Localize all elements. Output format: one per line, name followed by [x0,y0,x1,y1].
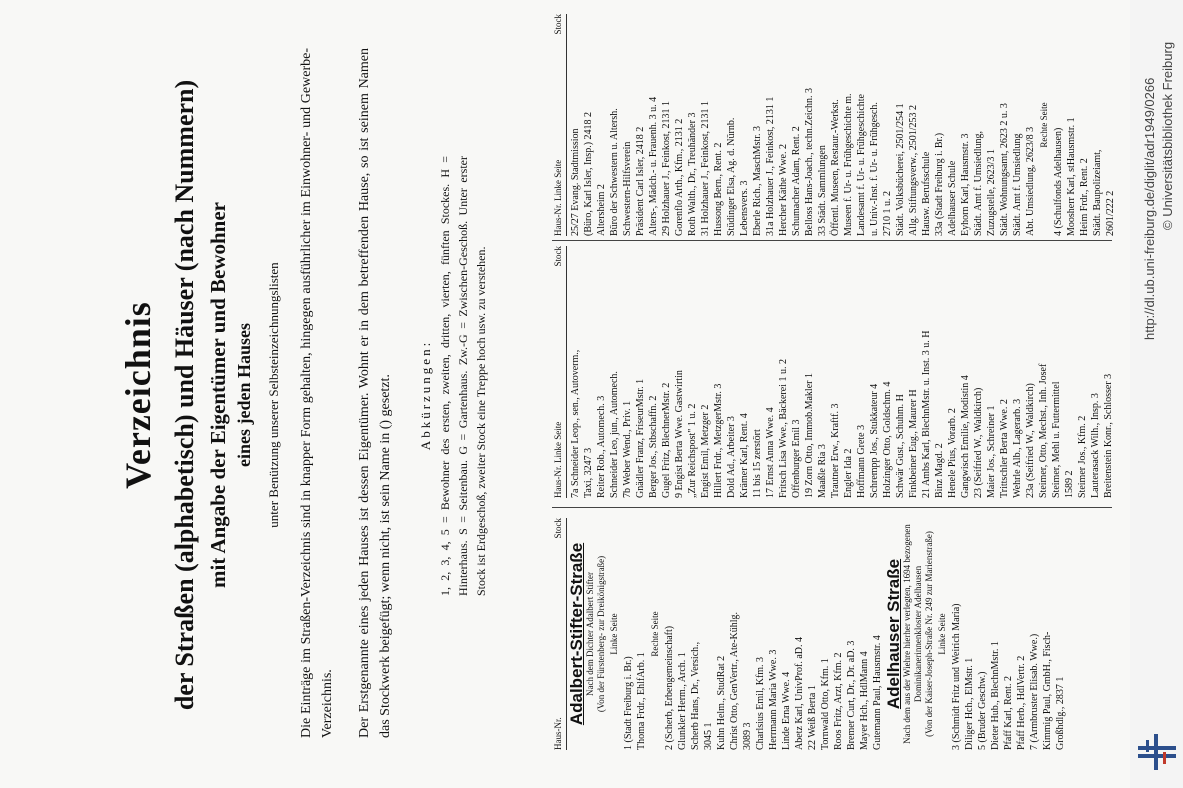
column-header [552,246,567,498]
street-note: (Von der Fürstenberg- zur Dreikönigstraße) [596,555,606,713]
address-entry: Schumacher Adam, Rent. 2 [791,126,802,236]
column-header-right: Stock [553,246,563,267]
address-entry: 2710 1 u. 2 [882,191,893,236]
address-entry: Mayer Hch., HdlMann 4 [859,651,870,750]
address-entry: 7 (Armbruster Elisab. Wwe.) [1029,633,1040,750]
address-entry: Glunkler Herm., Arch. 1 [677,652,688,750]
address-entry: Städt. Amt f. Umsiedlung, [973,131,984,236]
address-entry: Städt. Amt f. Umsiedlung [1012,133,1023,236]
address-entry: Belloss Hans-Joach., techn.Zeichn. 3 [804,87,815,236]
address-entry: Abt. Umsiedlung, 2623/8 3 [1025,126,1036,236]
address-entry: Eberle Rich., MaschMstr. 3 [752,126,763,236]
address-entry: 29 Holzhauer J., Feinkost, 2131 1 [661,101,672,236]
address-entry: 2601/222 2 [1105,190,1116,236]
street-note: (Von der Kaiser-Joseph-Straße Nr. 249 zur Marienstraße) [924,531,934,737]
address-entry: Museen f. Ur- u. Frühgeschichte m. [843,93,854,236]
address-entry: Trautner Erw., Kraftf. 3 [830,403,841,498]
address-entry: Breitenstein Konr., Schlosser 3 [1103,373,1114,498]
address-entry: Abetz Karl, UnivProf. aD. 4 [794,636,805,750]
address-entry: Engler Ida 2 [843,448,854,498]
address-entry: Dold Ad., Arbeiter 3 [726,416,737,498]
address-entry: Altersheim 2 [596,184,607,236]
address-entry: Hausw. Berufsschule [921,151,932,236]
address-entry: 23a (Seifried W., Waldkirch) [1025,383,1036,498]
address-entry: Städt. Baupolizeiamt, [1092,149,1103,236]
column-header-left: Haus-Nr. Linke Seite [553,159,563,236]
address-entry: 21 Ambs Karl, BlechnMstr. u. Inst. 3 u. H [921,330,932,498]
address-entry: Landesamt f. Ur- u. Frühgeschichte [856,94,867,236]
address-entry: Adelhauser Schule [947,160,958,236]
copyright-notice: © Universitätsbibliothek Freiburg [1160,41,1175,230]
side-label: Rechte Seite [650,611,660,657]
street-heading: Adelhauser Straße [884,558,903,710]
address-entry: Schwär Gust., Schuhm. H [895,394,906,498]
address-entry: Pfaff Herb., HdlVertr. 2 [1016,655,1027,750]
address-entry: Hercher Käthe Wwe. 2 [778,144,789,236]
address-entry: Stüdinger Elsa, Ag. d. Nürnb. [726,117,737,236]
column-header-right: Stock [553,14,563,35]
address-entry: Städt. Wohnungsamt, 2623 2 u. 3 [999,103,1010,236]
address-entry: Fritsch Lisa Wwe., Bäckerei 1 u. 2 [778,359,789,498]
address-entry: Steimer, Otto, Mechst., Inh. Josef [1038,363,1049,498]
intro-paragraph-1: Die Einträge im Straßen-Verzeichnis sind in knapper Form gehalten, hingegen ausführlicher im Einwohner- und Gewerbe-Verzeichnis. [299,48,335,738]
library-logo-icon [1136,732,1178,772]
address-entry: Zuzugstelle, 2623/3 1 [986,149,997,236]
address-entry: Offenburger Emil 3 [791,419,802,498]
address-entry: u. Univ.-Inst. f. Ur- u. Frühgesch. [869,102,880,236]
address-entry: Kuhn Helm., StudRat 2 [716,655,727,750]
address-entry: Gangwisch Emilie, Modistin 4 [960,375,971,498]
address-entry: Henele Pius, Vorarb. 2 [947,408,958,498]
address-entry: Maaßle Ria 3 [817,444,828,498]
address-entry: Schwestern-Hilfsverein [622,141,633,236]
address-entry: Reiter Rob., Automech. 3 [596,395,607,498]
address-entry: Engist Emil, Metzger 2 [700,404,711,498]
street-heading: Adalbert-Stifter-Straße [567,542,586,726]
column-header-left: Haus-Nr. [553,717,563,750]
address-entry: 33a (Stadt Freiburg i. Br.) [934,132,945,236]
address-entry: 1589 2 [1064,470,1075,498]
page-title: Verzeichnis [118,301,158,489]
column-header-right: Stock [553,518,563,539]
column-header [552,14,567,236]
address-entry: Berger Jos., Stbschaffn. 2 [648,395,659,498]
address-entry: Tornwald Otto, Kfm. 1 [820,658,831,750]
address-entry: 33 Städt. Sammlungen [817,145,828,236]
address-entry: Hussong Bern., Rent. 2 [713,142,724,236]
address-entry: 23 (Seifried W., Waldkirch) [973,387,984,498]
address-entry: 11 bis 15 zerstört [752,429,763,498]
address-entry: Thoma Frdr., EhlfArb. 1 [636,652,647,750]
side-label: Rechte Seite [1039,102,1049,148]
address-entry: Moosherr Karl, stHausmstr. 1 [1066,117,1077,236]
address-entry: Taxi, 3247 3 [583,447,594,498]
page-subtitle-3: eines jeden Hauses [234,323,254,467]
column-2 [552,246,1115,498]
street-note: Nach dem aus der Wiehre hierher verlegten, 1694 bezogenen Dominikanerinnenkloster Adelhausen [902,524,923,744]
address-entry: (Büro, Karl Isler, Insp.) 2418 2 [583,111,594,236]
address-entry: Dieter Hub., BlechnMstr. 1 [990,641,1001,750]
side-label: Linke Seite [937,613,947,655]
address-entry: Maier Jos., Schreiner 1 [986,405,997,498]
address-entry: Steimer, Mehl u. Futtermittel [1051,381,1062,498]
address-entry: Gnädler Franz, FriseurMstr. 1 [635,378,646,498]
column-divider [552,240,1112,241]
side-label: Linke Seite [609,613,619,655]
address-entry: Präsident Carl Isler, 2418 2 [635,126,646,236]
address-entry: 3045 1 [703,722,714,750]
address-entry: Gorenflo Arth., Kfm., 2131 2 [674,118,685,236]
address-entry: Roth Walth., Dr., Treuhänder 3 [687,112,698,236]
address-entry: Schneider Leo, jun., Automech. [609,371,620,498]
address-entry: Hillert Frdr., MetzgerMstr. 3 [713,383,724,498]
address-entry: Gugel Fritz, BlechnerMstr. 2 [661,382,672,498]
column-divider [552,507,1112,508]
address-entry: 1 (Stadt Freiburg i. Br.) [623,656,634,750]
address-entry: Krämer Karl, Rent. 4 [739,413,750,498]
address-entry: Pfaff Karl, Rent. 2 [1003,676,1014,750]
address-entry: 25/27 Evang. Stadtmission [570,128,581,236]
address-entry: Trittschler Berta Wwe. 2 [999,399,1010,498]
address-entry: 31a Holzhauer J., Feinkost, 2131 1 [765,96,776,236]
address-entry: Charlsius Emil, Kfm. 3 [755,656,766,750]
address-entry: Linde Erna Wwe. 4 [781,671,792,750]
address-entry: Städt. Volksbücherei, 2501/254 1 [895,103,906,236]
column-3 [552,14,1117,236]
source-url[interactable]: http://dl.ub.uni-freiburg.de/diglit/adr1949/0266 [1142,77,1157,340]
address-entry: Lebensvers. 3 [739,180,750,236]
column-header-left: Haus-Nr. Linke Seite [553,421,563,498]
address-entry: Roos Fritz, Arzt, Kfm. 2 [833,652,844,750]
intro-paragraph-2: Der Erstgenannte eines jeden Hauses ist dessen Eigentümer. Wohnt er in dem betreffenden Hause, so ist seinem Namen das Stockwerk beigefügt; wenn nicht, ist sein Name in () gesetzt. [357,48,393,738]
address-entry: Öffentl. Museen, Restaur.-Werkst. [830,99,841,236]
address-entry: Büro der Schwestern u. Altersh. [609,108,620,236]
abbreviations-heading: Abkürzungen: [418,339,433,451]
address-entry: 22 Weiß Berta 1 [807,685,818,750]
document-page [12,14,1124,776]
address-entry: Lauterasack Wilh., Insp. 3 [1090,393,1101,498]
address-entry: Steimer Jos., Kfm. 2 [1077,415,1088,498]
address-entry: Schrempp Jos., Stukkateur 4 [869,383,880,498]
address-entry: 31 Holzhauer J., Feinkost, 2131 1 [700,101,711,236]
address-entry: Großhdlg., 2837 1 [1055,676,1066,750]
column-header [552,518,567,750]
page-subtitle-4: unter Benützung unserer Selbsteinzeichnungslisten [266,262,281,528]
address-entry: Wehrle Alb., Lagerarb. 3 [1012,398,1023,498]
address-entry: Finkbeiner Eug., Maurer H [908,389,919,498]
page-subtitle: der Straßen (alphabetisch) und Häuser (nach Nummern) [170,79,199,711]
address-entry: 2 (Scherb, Erbengemeinschaft) [664,625,675,750]
address-entry: Scherb Hans, Dr., Versich., [690,641,701,750]
address-entry: 4 (Schulfonds Adelhausen) [1053,127,1064,236]
address-entry: 3089 3 [742,722,753,750]
address-entry: Binz Magd. 2 [934,443,945,498]
address-entry: 9 Engist Berta Wwe. Gastwirtin [674,370,685,498]
abbreviations-text: 1, 2, 3, 4, 5 = Bewohner des ersten, zweiten, dritten, vierten, fünften Stockes. H = Hinterhaus. S = Seitenbau. G = Gartenhaus. Zw.-G = Zwischen-Geschoß. Unter erster Stock ist Erdgeschoß, zweiter Stock eine Treppe hoch usw. zu verstehen. [438,156,488,596]
address-entry: „Zur Reichspost" 1 u. 2 [687,403,698,498]
address-entry: Alters-, Mädch.- u. Frauenh. 3 u. 4 [648,96,659,236]
address-entry: Hoffmann Grete 3 [856,424,867,498]
address-entry: Bremer Curt, Dr., Dr. aD. 3 [846,640,857,750]
address-entry: Gutemann Paul, Hausmstr. 4 [872,635,883,750]
address-entry: Allg. Stiftungsverw., 2501/253 2 [908,104,919,236]
address-entry: 7a Schneider Leop., sen., Autoverm., [570,349,581,498]
address-entry: Kimmig Paul, GmbH., Fisch- [1042,631,1053,750]
address-entry: Diliger Hch., ElMstr. 1 [964,657,975,750]
address-entry: 5 (Bruder Geschw.) [977,671,988,750]
address-entry: 19 Zorn Otto, Immob.Makler 1 [804,373,815,498]
address-entry: Holzinger Otto, Goldschm. 4 [882,381,893,498]
address-entry: Eyhorn Karl, Hausmstr. 3 [960,133,971,236]
address-entry: 3 (Schmidt Fritz und Weirich Maria) [951,603,962,750]
column-1 [552,518,1067,750]
page-subtitle-2: mit Angabe der Eigentümer und Bewohner [206,202,230,588]
street-note: Nach dem Dichter Adalbert Stifter [585,572,595,696]
address-entry: Heim Frdr., Rent. 2 [1079,158,1090,236]
address-entry: Herrmann Maria Wwe. 3 [768,649,779,750]
address-entry: 17 Ernst Anna Wwe. 4 [765,407,776,498]
address-entry: 7b Weber Wend., Priv. 1 [622,400,633,498]
address-entry: Christ Otto, GenVertr., Ate-Kühlg. [729,611,740,750]
